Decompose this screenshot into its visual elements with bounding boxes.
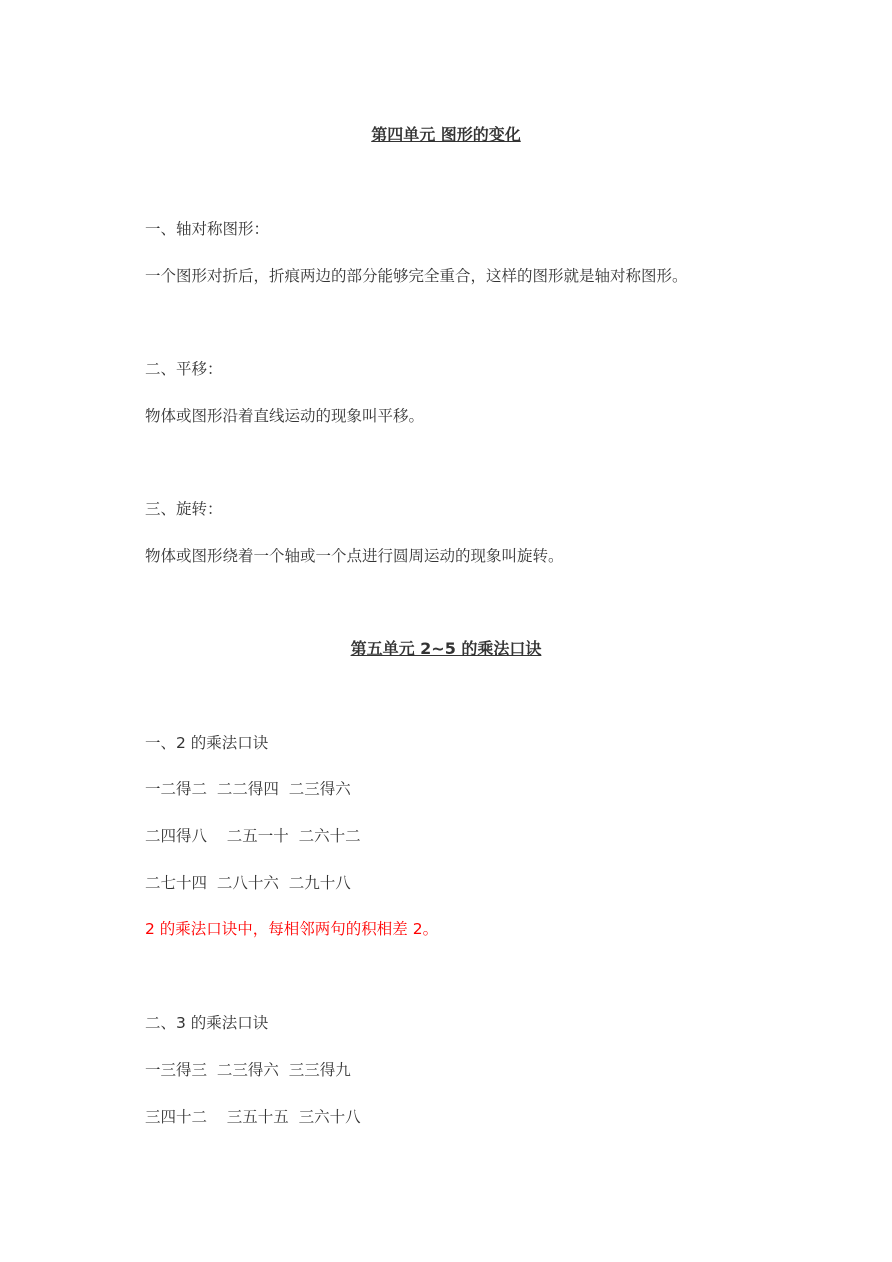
unit5-section1-line2: 二四得八 二五一十 二六十二 [145, 827, 361, 845]
unit5-section2-line1: 一三得三 二三得六 三三得九 [145, 1061, 351, 1079]
unit5-section1-heading: 一、2 的乘法口诀 [145, 734, 269, 752]
unit4-section3-body: 物体或图形绕着一个轴或一个点进行圆周运动的现象叫旋转。 [145, 547, 564, 565]
unit5-section2-heading: 二、3 的乘法口诀 [145, 1014, 269, 1032]
unit5-title: 第五单元 2~5 的乘法口诀 [350, 639, 542, 658]
unit4-section2-body: 物体或图形沿着直线运动的现象叫平移。 [145, 407, 425, 425]
unit4-section3-heading: 三、旋转： [145, 500, 223, 518]
unit5-section1-line3: 二七十四 二八十六 二九十八 [145, 874, 351, 892]
unit4-section1-body: 一个图形对折后，折痕两边的部分能够完全重合，这样的图形就是轴对称图形。 [145, 267, 688, 285]
unit4-section1-heading: 一、轴对称图形： [145, 220, 270, 238]
unit5-section1-line1: 一二得二 二二得四 二三得六 [145, 780, 351, 798]
unit4-title: 第四单元 图形的变化 [371, 125, 521, 144]
unit5-section2-line2: 三四十二 三五十五 三六十八 [145, 1108, 361, 1126]
unit4-section2-heading: 二、平移： [145, 360, 223, 378]
unit5-section1-note: 2 的乘法口诀中，每相邻两句的积相差 2。 [145, 920, 439, 938]
